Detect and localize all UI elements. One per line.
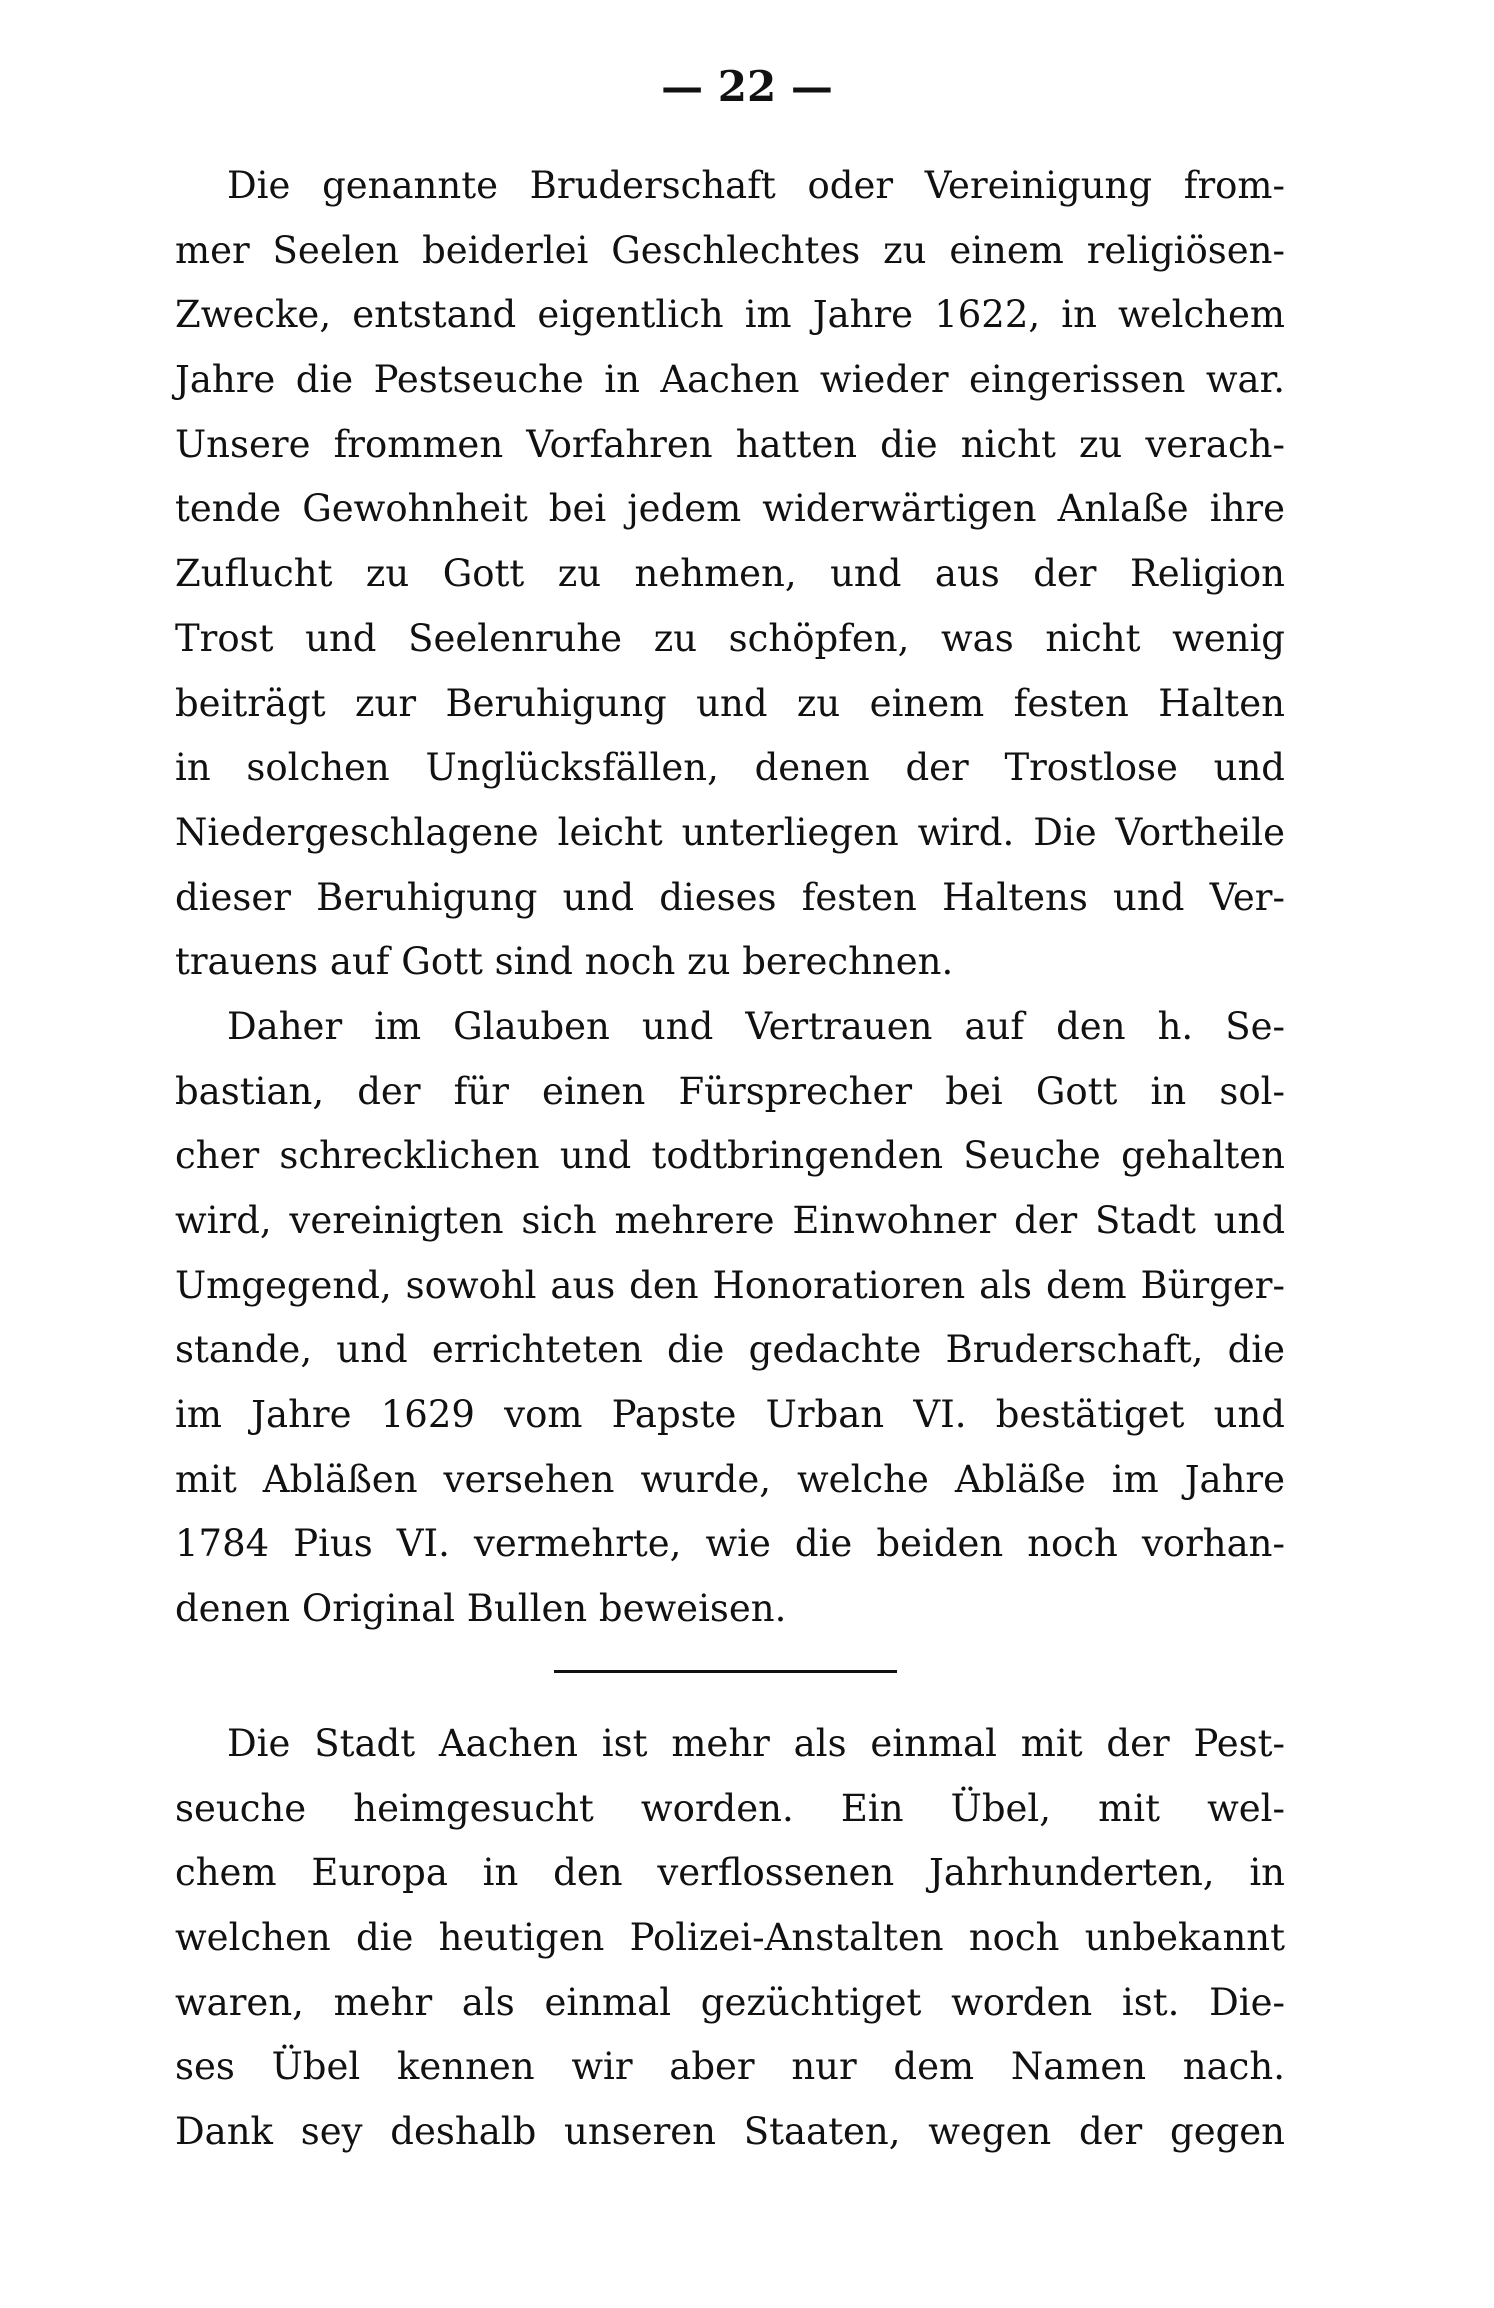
text-block-lower — [175, 1712, 1285, 2165]
text-line: cher schrecklichen und todtbringenden Seuche gehalten — [175, 1134, 1285, 1178]
text-line: welchen die heutigen Polizei-Anstalten noch unbekannt — [175, 1916, 1285, 1960]
text-line: dieser Beruhigung und dieses festen Haltens und Ver- — [175, 875, 1285, 919]
text-line: Daher im Glauben und Vertrauen auf den h. Se- — [227, 1004, 1285, 1048]
text-block-upper — [175, 154, 1285, 1642]
text-line: Trost und Seelenruhe zu schöpfen, was nicht wenig — [175, 616, 1285, 660]
paragraph — [175, 995, 1285, 1642]
text-line: ses Übel kennen wir aber nur dem Namen nach. — [175, 2045, 1285, 2089]
text-line: wird, vereinigten sich mehrere Einwohner der Stadt und — [175, 1199, 1285, 1242]
text-line: Zuflucht zu Gott zu nehmen, und aus der Religion — [175, 552, 1285, 596]
page-number: — 22 — — [661, 62, 833, 111]
text-line: in solchen Unglücksfällen, denen der Trostlose und — [175, 746, 1285, 790]
text-line: beiträgt zur Beruhigung und zu einem festen Halten — [175, 681, 1285, 725]
section-divider — [554, 1670, 897, 1673]
paragraph — [175, 154, 1285, 995]
text-line: Umgegend, sowohl aus den Honoratioren als dem Bürger- — [175, 1263, 1285, 1307]
text-line: bastian, der für einen Fürsprecher bei Gott in sol- — [175, 1069, 1285, 1113]
text-line: Die genannte Bruderschaft oder Vereinigung from- — [227, 164, 1285, 207]
paragraph — [175, 1712, 1285, 2165]
text-line: denen Original Bullen beweisen. — [175, 1587, 787, 1631]
text-line: im Jahre 1629 vom Papste Urban VI. bestätiget und — [175, 1393, 1285, 1437]
text-line: Die Stadt Aachen ist mehr als einmal mit der Pest- — [227, 1722, 1285, 1765]
text-line: Unsere frommen Vorfahren hatten die nicht zu verach- — [175, 422, 1285, 466]
text-line: seuche heimgesucht worden. Ein Übel, mit wel- — [175, 1786, 1285, 1830]
text-line: stande, und errichteten die gedachte Bruderschaft, die — [175, 1328, 1285, 1372]
text-line: Niedergeschlagene leicht unterliegen wird. Die Vortheile — [175, 810, 1285, 854]
text-line: Zwecke, entstand eigentlich im Jahre 1622, in welchem — [175, 293, 1285, 337]
text-line: waren, mehr als einmal gezüchtiget worden ist. Die- — [175, 1980, 1285, 2024]
text-line: Jahre die Pestseuche in Aachen wieder eingerissen war. — [175, 358, 1285, 402]
text-line: Dank sey deshalb unseren Staaten, wegen der gegen — [175, 2110, 1285, 2154]
text-line: 1784 Pius VI. vermehrte, wie die beiden noch vorhan- — [175, 1522, 1285, 1566]
text-line: tende Gewohnheit bei jedem widerwärtigen Anlaße ihre — [175, 487, 1285, 531]
text-line: mer Seelen beiderlei Geschlechtes zu einem religiösen- — [175, 228, 1285, 272]
text-line: mit Abläßen versehen wurde, welche Abläße im Jahre — [175, 1457, 1285, 1501]
text-line: chem Europa in den verflossenen Jahrhunderten, in — [175, 1851, 1285, 1895]
text-line: trauens auf Gott sind noch zu berechnen. — [175, 940, 954, 984]
